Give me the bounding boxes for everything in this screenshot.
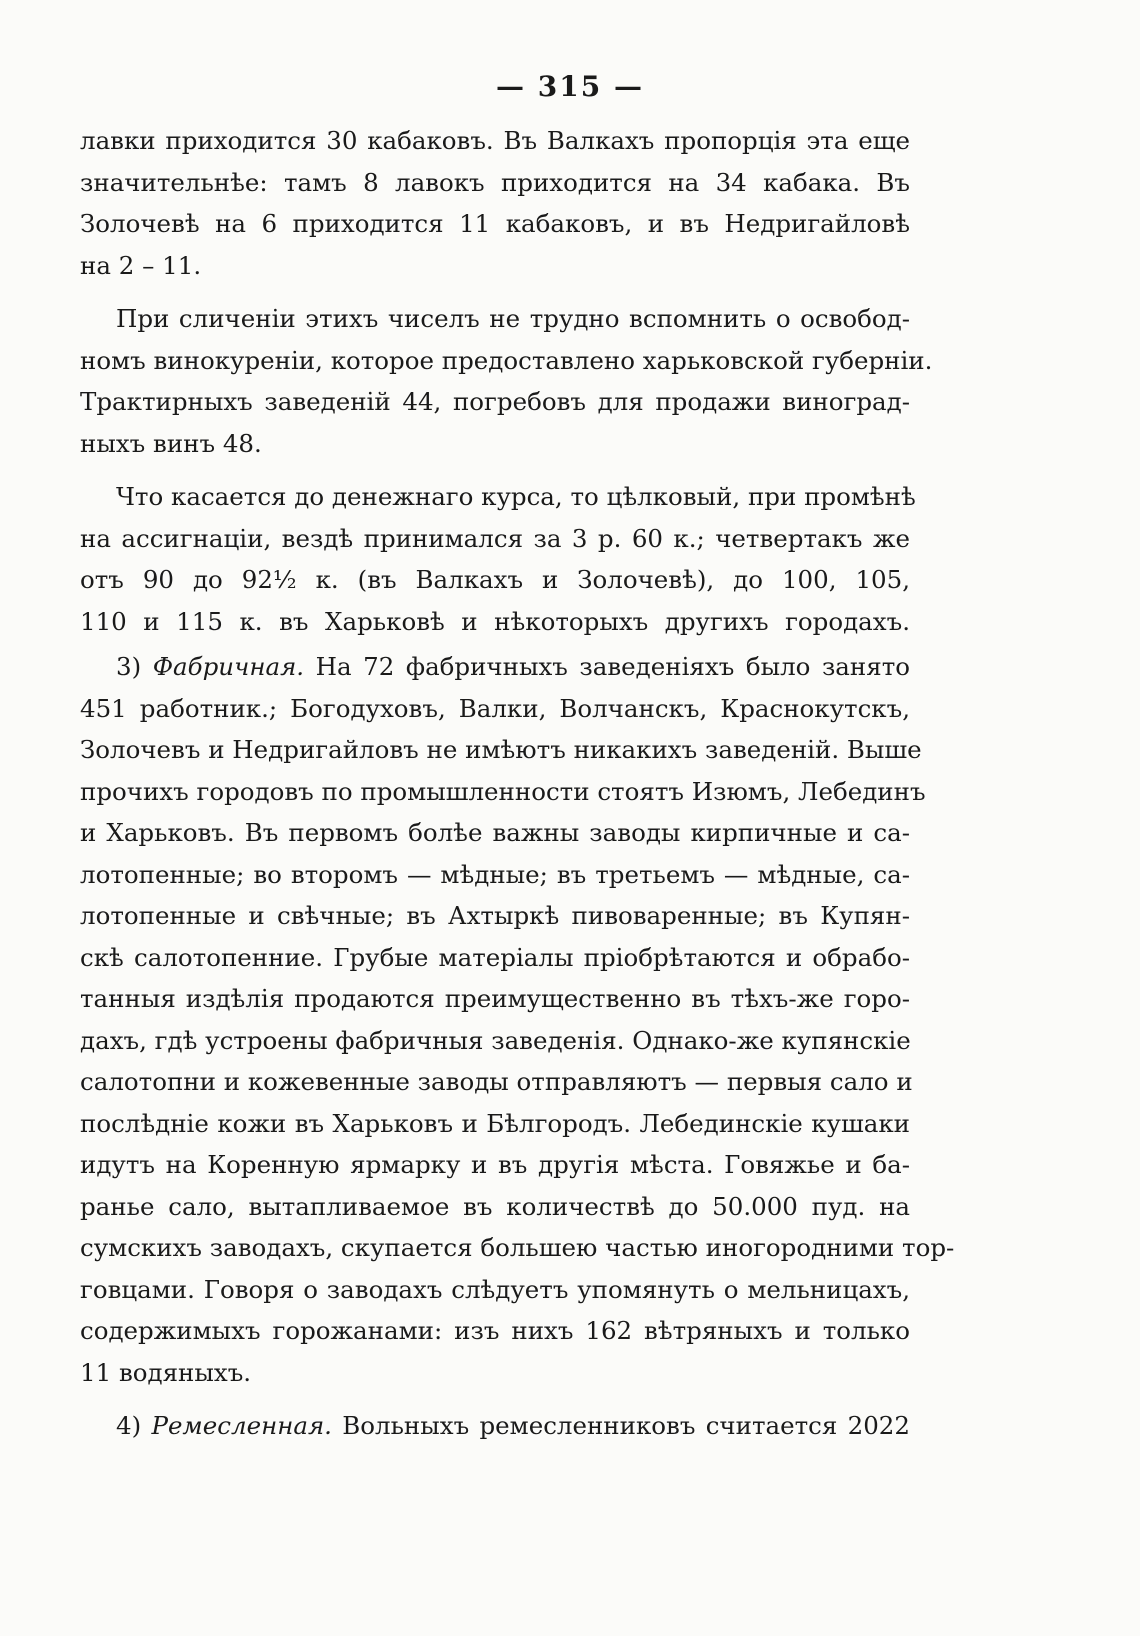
text-line: танныя издѣлія продаются преимущественно въ тѣхъ-же горо- <box>80 984 910 1013</box>
text-line: содержимыхъ горожанами: изъ нихъ 162 вѣтряныхъ и только <box>80 1316 910 1345</box>
text-line: номъ винокуреніи, которое предоставлено харьковской губерніи. <box>80 345 933 375</box>
text-line: на ассигнаціи, вездѣ принимался за 3 р. 60 к.; четвертакъ же <box>80 523 910 553</box>
text-line: сумскихъ заводахъ, скупается большею частью иногородними тор- <box>80 1233 955 1262</box>
text-line: Золочевѣ на 6 приходится 11 кабаковъ, и въ Недригайловѣ <box>80 209 910 238</box>
text-line: Золочевъ и Недригайловъ не имѣютъ никакихъ заведеній. Выше <box>80 735 922 764</box>
section-number: 4) <box>116 1411 142 1440</box>
text-line: Что касается до денежнаго курса, то цѣлковый, при промѣнѣ <box>116 482 916 511</box>
text-line: 110 и 115 к. въ Харьковѣ и нѣкоторыхъ другихъ городахъ. <box>80 606 910 636</box>
text-line: прочихъ городовъ по промышленности стоятъ Изюмъ, Лебединъ <box>80 776 926 806</box>
section-lead-text: Вольныхъ ремесленниковъ считается 2022 <box>342 1411 910 1440</box>
text-line: лотопенные и свѣчные; въ Ахтыркѣ пивоваренные; въ Купян- <box>80 901 910 930</box>
section-lead-line <box>80 1405 910 1447</box>
text-line: ранье сало, вытапливаемое въ количествѣ до 50.000 пуд. на <box>80 1191 910 1221</box>
section-title: Ремесленная. <box>151 1411 332 1440</box>
section-lead-text: На 72 фабричныхъ заведеніяхъ было занято <box>315 652 911 681</box>
text-line: 11 водяныхъ. <box>80 1357 252 1387</box>
text-line: салотопни и кожевенные заводы отправляютъ — первыя сало и <box>80 1067 913 1096</box>
text-line: отъ 90 до 92½ к. (въ Валкахъ и Золочевѣ), до 100, 105, <box>80 565 910 594</box>
page-number: — 315 — <box>496 70 644 103</box>
section-lead-line <box>80 646 910 688</box>
text-line: значительнѣе: тамъ 8 лавокъ приходится на 34 кабака. Въ <box>80 167 910 197</box>
text-line: 451 работник.; Богодуховъ, Валки, Волчанскъ, Краснокутскъ, <box>80 693 910 723</box>
section-number: 3) <box>116 652 142 681</box>
text-line: дахъ, гдѣ устроены фабричныя заведенія. Однако-же купянскіе <box>80 1025 911 1055</box>
text-line: говцами. Говоря о заводахъ слѣдуетъ упомянуть о мельницахъ, <box>80 1274 910 1304</box>
text-line: лавки приходится 30 кабаковъ. Въ Валкахъ пропорція эта еще <box>80 126 910 155</box>
text-line: и Харьковъ. Въ первомъ болѣе важны заводы кирпичные и са- <box>80 818 910 847</box>
text-line: лотопенные; во второмъ — мѣдные; въ третьемъ — мѣдные, са- <box>80 859 910 889</box>
text-line: Трактирныхъ заведеній 44, погребовъ для продажи виноград- <box>80 387 910 416</box>
text-line: на 2 – 11. <box>80 250 202 280</box>
text-line: скѣ салотопенние. Грубые матеріалы пріобрѣтаются и обрабо- <box>80 942 910 972</box>
text-line: При сличеніи этихъ чиселъ не трудно вспомнить о освобод- <box>116 304 910 333</box>
text-line: ныхъ винъ 48. <box>80 428 262 458</box>
section-title: Фабричная. <box>152 652 305 681</box>
page-body <box>80 120 955 1447</box>
text-line: послѣдніе кожи въ Харьковъ и Бѣлгородъ. Лебединскіе кушаки <box>80 1108 910 1138</box>
text-line: идутъ на Коренную ярмарку и въ другія мѣста. Говяжье и ба- <box>80 1150 910 1179</box>
